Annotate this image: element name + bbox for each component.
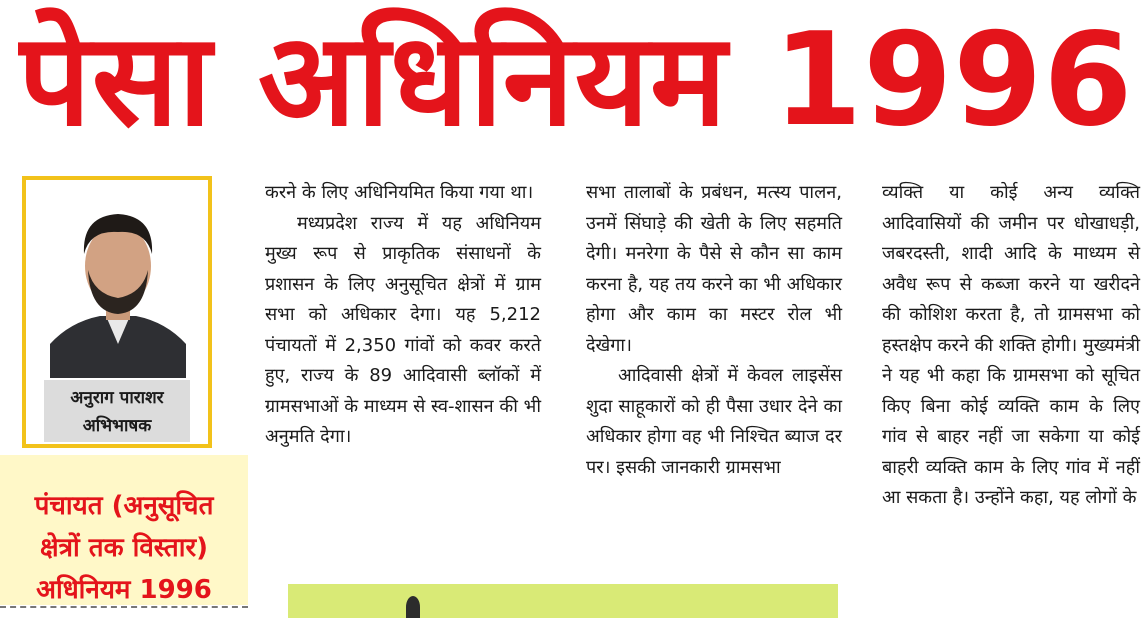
author-photo bbox=[50, 194, 186, 378]
article-column-2 bbox=[586, 178, 842, 483]
sidebar-title bbox=[0, 455, 248, 605]
paragraph: सभा तालाबों के प्रबंधन, मत्स्य पालन, उनमें सिंघाड़े की खेती के लिए सहमति देगी। मनरेगा के पैसे से कौन सा काम करना है, यह तय करने का भी अधिकार होगा और काम का मस्टर रोल भी देखेगा। bbox=[586, 182, 842, 356]
author-profile bbox=[22, 176, 212, 448]
paragraph: व्यक्ति या कोई अन्य व्यक्ति आदिवासियों की जमीन पर धोखाधड़ी, जबरदस्ती, शादी आदि के माध्यम से अवैध रूप से कब्जा करने या खरीदने की कोशिश करता है, तो ग्रामसभा को हस्तक्षेप करने की शक्ति होगी। मुख्यमंत्री ने यह भी कहा कि ग्रामसभा को सूचित किए बिना कोई व्यक्ति काम के लिए गांव से बाहर नहीं जा सकेगा या कोई बाहरी व्यक्ति काम के लिए गांव में नहीं आ सकता है। उन्होंने कहा, यह लोगों के bbox=[882, 182, 1140, 508]
sidebar-title-line3: अधिनियम 1996 bbox=[36, 575, 212, 605]
headline: पेसा अधिनियम 1996 bbox=[18, 6, 1134, 155]
paragraph: करने के लिए अधिनियमित किया गया था। bbox=[265, 182, 534, 203]
sidebar-title-line1: पंचायत (अनुसूचित bbox=[34, 491, 214, 521]
paragraph: मध्यप्रदेश राज्य में यह अधिनियम मुख्य रूप से प्राकृतिक संसाधनों के प्रशासन के लिए अनुसूचित क्षेत्रों में ग्राम सभा को अधिकार देगा। यह 5,212 पंचायतों में 2,350 गांवों को कवर करते हुए, राज्य के 89 आदिवासी ब्लॉकों में ग्रामसभाओं के माध्यम से स्व-शासन की भी अनुमति देगा। bbox=[265, 212, 541, 447]
author-name: अनुराग पाराशर bbox=[70, 388, 164, 408]
dashed-divider bbox=[0, 606, 248, 608]
article-column-1 bbox=[265, 178, 541, 453]
paragraph: आदिवासी क्षेत्रों में केवल लाइसेंस शुदा साहूकारों को ही पैसा उधार देने का अधिकार होगा वह भी निश्चित ब्याज दर पर। इसकी जानकारी ग्रामसभा bbox=[586, 365, 842, 478]
photo-subject bbox=[406, 596, 420, 618]
article-column-3 bbox=[882, 178, 1140, 514]
author-caption bbox=[44, 380, 190, 442]
author-role: अभिभाषक bbox=[82, 416, 152, 436]
sidebar-title-line2: क्षेत्रों तक विस्तार) bbox=[40, 533, 208, 563]
article-photo bbox=[288, 584, 838, 618]
